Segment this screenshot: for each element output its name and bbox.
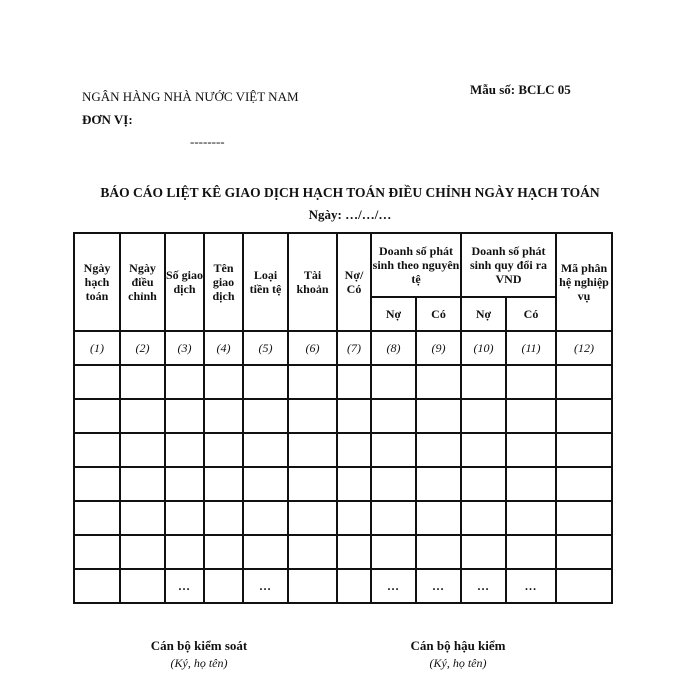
signature-post-auditor [358,638,558,671]
table-cell [74,433,120,467]
signature-role: Cán bộ hậu kiểm [410,638,506,653]
table-cell [556,535,612,569]
table-cell [416,501,461,535]
table-cell [165,433,204,467]
table-cell [461,535,506,569]
table-cell [165,535,204,569]
table-cell [337,569,371,603]
table-cell [416,365,461,399]
header-original-currency: Doanh số phát sinh theo nguyên tệ [371,233,461,297]
table-cell [337,535,371,569]
table-cell [337,433,371,467]
table-cell [288,569,337,603]
table-cell [461,433,506,467]
signature-controller [99,638,299,671]
table-cell [506,467,556,501]
table-cell [556,467,612,501]
table-cell [461,501,506,535]
table-cell [506,501,556,535]
header-debit: Nợ [371,297,416,331]
table-cell [288,399,337,433]
table-cell [337,399,371,433]
column-number: (6) [288,331,337,365]
table-cell [371,399,416,433]
unit-value: -------- [190,134,225,149]
column-number: (9) [416,331,461,365]
signature-hint: (Ký, họ tên) [170,656,228,670]
table-cell [506,365,556,399]
table-cell [461,399,506,433]
ellipsis-cell: … [461,569,506,603]
table-cell [165,501,204,535]
table-row [74,399,612,433]
table-cell [74,569,120,603]
table-row [74,501,612,535]
column-number: (4) [204,331,243,365]
table-cell [461,467,506,501]
report-title: BÁO CÁO LIỆT KÊ GIAO DỊCH HẠCH TOÁN ĐIỀU CHỈNH NGÀY HẠCH TOÁN [100,185,600,200]
table-cell [556,399,612,433]
table-cell [204,501,243,535]
header-currency: Loại tiền tệ [243,233,288,331]
table-cell [506,433,556,467]
table-cell [371,433,416,467]
table-cell [165,467,204,501]
table-cell [416,535,461,569]
column-number: (7) [337,331,371,365]
table-cell [416,433,461,467]
table-cell [120,433,165,467]
header-debit: Nợ [461,297,506,331]
table-cell [165,365,204,399]
table-row [74,365,612,399]
column-number: (2) [120,331,165,365]
table-cell [165,399,204,433]
report-date: Ngày: …/…/… [308,207,392,222]
table-cell [204,399,243,433]
column-number: (5) [243,331,288,365]
table-cell [288,365,337,399]
table-row-ellipsis [74,569,612,603]
table-cell [506,535,556,569]
table-cell [243,433,288,467]
table-cell [416,399,461,433]
table-row [74,535,612,569]
table-cell [288,467,337,501]
ellipsis-cell: … [506,569,556,603]
table-cell [120,399,165,433]
table-cell [120,365,165,399]
table-cell [371,501,416,535]
signature-role: Cán bộ kiểm soát [150,638,248,653]
column-number-row [74,331,612,365]
table-cell [288,535,337,569]
table-cell [371,467,416,501]
signature-hint: (Ký, họ tên) [429,656,487,670]
ellipsis-cell: … [165,569,204,603]
header-module-code: Mã phân hệ nghiệp vụ [556,233,612,331]
table-cell [337,365,371,399]
column-number: (8) [371,331,416,365]
report-table [73,232,613,604]
table-cell [243,399,288,433]
form-number: Mẫu số: BCLC 05 [470,82,571,97]
table-cell [120,467,165,501]
table-row [74,467,612,501]
column-number: (12) [556,331,612,365]
table-cell [556,501,612,535]
table-cell [74,535,120,569]
table-cell [120,535,165,569]
table-cell [556,365,612,399]
header-debit-credit: Nợ/ Có [337,233,371,331]
header-credit: Có [506,297,556,331]
table-cell [288,433,337,467]
header-account: Tài khoản [288,233,337,331]
table-cell [371,535,416,569]
table-cell [204,433,243,467]
table-cell [243,365,288,399]
table-cell [74,501,120,535]
empty-rows [74,365,612,569]
table-cell [461,365,506,399]
column-number: (11) [506,331,556,365]
bank-name: NGÂN HÀNG NHÀ NƯỚC VIỆT NAM [82,89,299,104]
table-cell [120,569,165,603]
table-cell [288,501,337,535]
table-cell [204,365,243,399]
table-cell [74,365,120,399]
column-number: (1) [74,331,120,365]
table-cell [337,467,371,501]
table-cell [204,467,243,501]
header-adjust-date: Ngày điều chỉnh [120,233,165,331]
header-credit: Có [416,297,461,331]
table-cell [416,467,461,501]
table-cell [74,467,120,501]
header-transaction-no: Số giao dịch [165,233,204,331]
column-number: (10) [461,331,506,365]
table-cell [243,535,288,569]
header-posting-date: Ngày hạch toán [74,233,120,331]
column-number: (3) [165,331,204,365]
table-cell [204,569,243,603]
table-cell [243,501,288,535]
ellipsis-cell: … [243,569,288,603]
table-cell [371,365,416,399]
table-row [74,433,612,467]
ellipsis-cell: … [416,569,461,603]
unit-label: ĐƠN VỊ: [82,112,133,127]
table-cell [204,535,243,569]
table-cell [243,467,288,501]
ellipsis-cell: … [371,569,416,603]
table-cell [120,501,165,535]
header-vnd-converted: Doanh số phát sinh quy đổi ra VND [461,233,556,297]
table-cell [74,399,120,433]
table-cell [556,569,612,603]
header-transaction-name: Tên giao dịch [204,233,243,331]
table-cell [506,399,556,433]
table-cell [556,433,612,467]
table-cell [337,501,371,535]
